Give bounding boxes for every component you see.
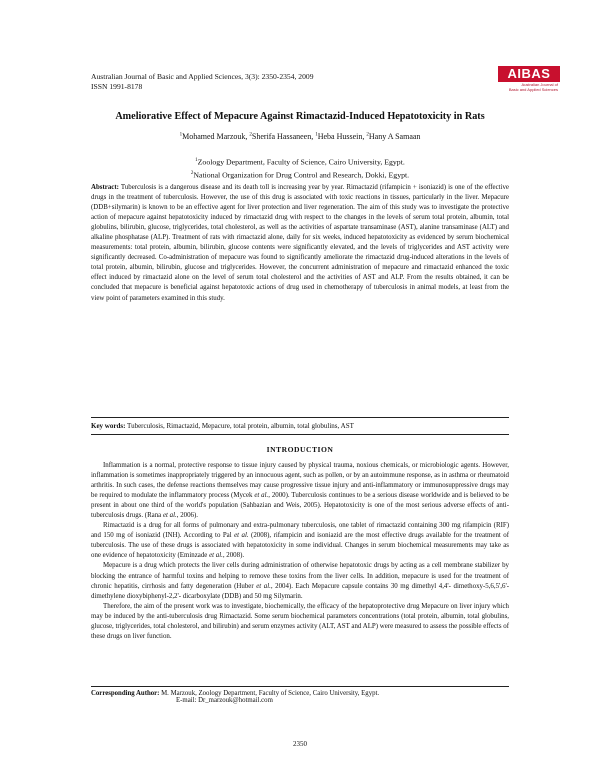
- author-1-sup: 1: [179, 132, 183, 138]
- keywords-label: Key words:: [91, 422, 126, 430]
- p1-text-end-2: , 2006).: [176, 512, 198, 520]
- introduction-heading: INTRODUCTION: [266, 445, 334, 454]
- logo-sub-line1: Australian Journal of: [521, 82, 558, 87]
- p1-text: Inflammation is a normal, protective response to tissue injury caused by physical trauma, noxious chemicals, or microbiologic agents. However, inflammation is sometimes inappropriately triggered by an innocuous agent, such as pollen, or by an autoimmune response, as in asthma or rheumatoid arthritis. In such cases, the defense reactions themselves may cause progressive tissue injury and anti-inflammatory or immunosuppressive drugs may be required to modulate the inflammatory process (Mycek: [91, 462, 509, 500]
- logo-sub-line2: Basic and Applied Sciences: [508, 87, 558, 92]
- affiliations: [60, 155, 540, 180]
- p1-etal: et al.: [254, 492, 269, 500]
- corresponding-author: [91, 686, 509, 698]
- introduction-body: [91, 461, 509, 642]
- author-list: [60, 132, 540, 141]
- p2-text-end: (2008), rifampicin and isoniazid are the most effective drugs available for the treatment of tuberculosis. The use of these drugs is associated with hepatotoxicity in some individual. Changes in serum biochemical measurements may take as one evidence of hepatotoxicity (Eminzade: [91, 532, 509, 560]
- author-2-sup: 2: [249, 132, 252, 138]
- p2-text-end-2: , 2008).: [222, 552, 245, 560]
- affiliation-2: [60, 168, 540, 181]
- journal-citation: Australian Journal of Basic and Applied Sciences, 3(3): 2350-2354, 2009: [91, 72, 314, 81]
- author-1-name: Mohamed Marzouk,: [182, 132, 250, 141]
- page-number: 2350: [293, 740, 307, 748]
- intro-paragraph-2: [91, 521, 509, 561]
- affiliation-2-text: National Organization for Drug Control and Research, Dokki, Egypt.: [193, 170, 410, 180]
- p2-etal: et al.: [234, 532, 249, 540]
- abstract-text: Tuberculosis is a dangerous disease and its death toll is increasing year by year. Rimactazid (rifampicin + isoniazid) is one of the effective drugs in the treatment of tuberculosis. However, the use of this drug is associated with toxic reactions in tissues, particularly in the liver. Mepacure (DDB+silymarin) is known to be an effective agent for liver protection and liver regeneration. The aim of this study was to investigate the protective action of mepacure against hepatotoxicity induced by rimactazid drug with respect to the changes in the levels of serum total protein, albumin, total globulins, bilirubin, glucose, triglycerides, total cholesterol, as well as the activities of aspartate transaminase (AST), alanine transaminase (ALT) and alkaline phosphatase (ALP). Treatment of rats with rimactazid alone, daily for six weeks, induced hepatotoxicity as evidenced by serum biochemical measurements: total protein, albumin, bilirubin, glucose contents were significantly elevated, and the levels of triglycerides and AST activity were significantly decreased. Co-administration of mepacure was found to significantly ameliorate the rimactazid drug-induced alterations in the levels of total protein, albumin, bilirubin, glucose and triglycerides. However, the concurrent administration of mepacure and rimactazid enhanced the toxic effect induced by rimactazid alone on the level of serum total cholesterol and the activities of AST and ALP. From the results obtained, it can be concluded that mepacure is beneficial against hepatotoxic actions of drug used in chemotherapy of tuberculosis in animal models, at least from the view point of parameters examined in this study.: [91, 184, 509, 302]
- p3-text: Mepacure is a drug which protects the liver cells during administration of otherwise hepatotoxic drugs by acting as a cell membrane stabilizer by blocking the entrance of harmful toxins and helping to remove these toxins from the liver cells. In addition, mepacure is used for the treatment of chronic hepatitis, cirrhosis and fatty degeneration (Huber: [91, 562, 509, 590]
- intro-paragraph-3: [91, 561, 509, 601]
- corresponding-label: Corresponding Author:: [91, 690, 160, 697]
- abstract-label: Abstract:: [91, 184, 119, 191]
- corresponding-text: M. Marzouk, Zoology Department, Faculty of Science, Cairo University, Egypt.: [159, 690, 380, 697]
- p2-text: Rimactazid is a drug for all forms of pulmonary and extra-pulmonary tuberculosis, one tablet of rimactazid containing 300 mg rifampicin (RIF) and 150 mg of isoniazid (INH). According to Pal: [91, 522, 509, 540]
- author-4-name: Hany A Samaan: [368, 132, 421, 141]
- author-3-name: Heba Hussein,: [317, 132, 367, 141]
- journal-issn: ISSN 1991-8178: [91, 82, 143, 91]
- keywords-text: Tuberculosis, Rimactazid, Mepacure, total protein, albumin, total globulins, AST: [125, 422, 354, 430]
- p3-etal: et al.: [256, 582, 271, 590]
- intro-paragraph-4: Therefore, the aim of the present work was to investigate, biochemically, the efficacy of the hepatoprotective drug Mepacure on liver injury which may be induced by the anti-tuberculosis drug Rimactazid. Some serum biochemical parameters concentrations (total protein, albumin, total globulins, glucose, triglycerides, total cholesterol, and bilirubin) and serum enzymes activity (ALT, AST and ALP) were measured to assess the possible effects of these drugs on liver function.: [91, 602, 509, 640]
- p2-etal-2: et al.: [209, 552, 223, 560]
- affiliation-2-sup: 2: [190, 170, 194, 176]
- author-3-sup: 1: [315, 132, 318, 138]
- author-4-sup: 2: [366, 132, 369, 138]
- intro-paragraph-1: [91, 461, 509, 521]
- journal-header: [91, 72, 391, 92]
- affiliation-1-text: Zoology Department, Faculty of Science, Cairo University, Egypt.: [197, 157, 405, 167]
- paper-title: Ameliorative Effect of Mepacure Against Rimactazid-Induced Hepatotoxicity in Rats: [115, 111, 485, 122]
- abstract: [91, 183, 509, 304]
- affiliation-1-sup: 1: [195, 158, 198, 163]
- keywords: [91, 417, 509, 435]
- logo-text: AIBAS: [498, 66, 560, 82]
- p3-text-end: , 2004). Each Mepacure capsule contains 30 mg dimethyl 4,4'- dimethoxy-5,6,5',6'-dimethylene dioxybiphenyl-2,2'- dicarboxylate (DDB) and 50 mg Silymarin.: [91, 582, 509, 600]
- p1-etal-2: et al.: [162, 512, 177, 520]
- author-2-name: Sherifa Hassaneen,: [251, 132, 316, 141]
- corresponding-email[interactable]: E-mail: Dr_marzouk@hotmail.com: [176, 697, 273, 704]
- affiliation-1: [60, 155, 540, 168]
- p1-text-end: , 2000). Tuberculosis continues to be a serious disease worldwide and is believed to be present in about one third of the world's population (Sahbazian and Weis, 2005). Hepatotoxicity is one of the most serious adverse effects of anti-tuberculosis drugs. (Rana: [91, 492, 509, 520]
- journal-logo: [498, 66, 560, 94]
